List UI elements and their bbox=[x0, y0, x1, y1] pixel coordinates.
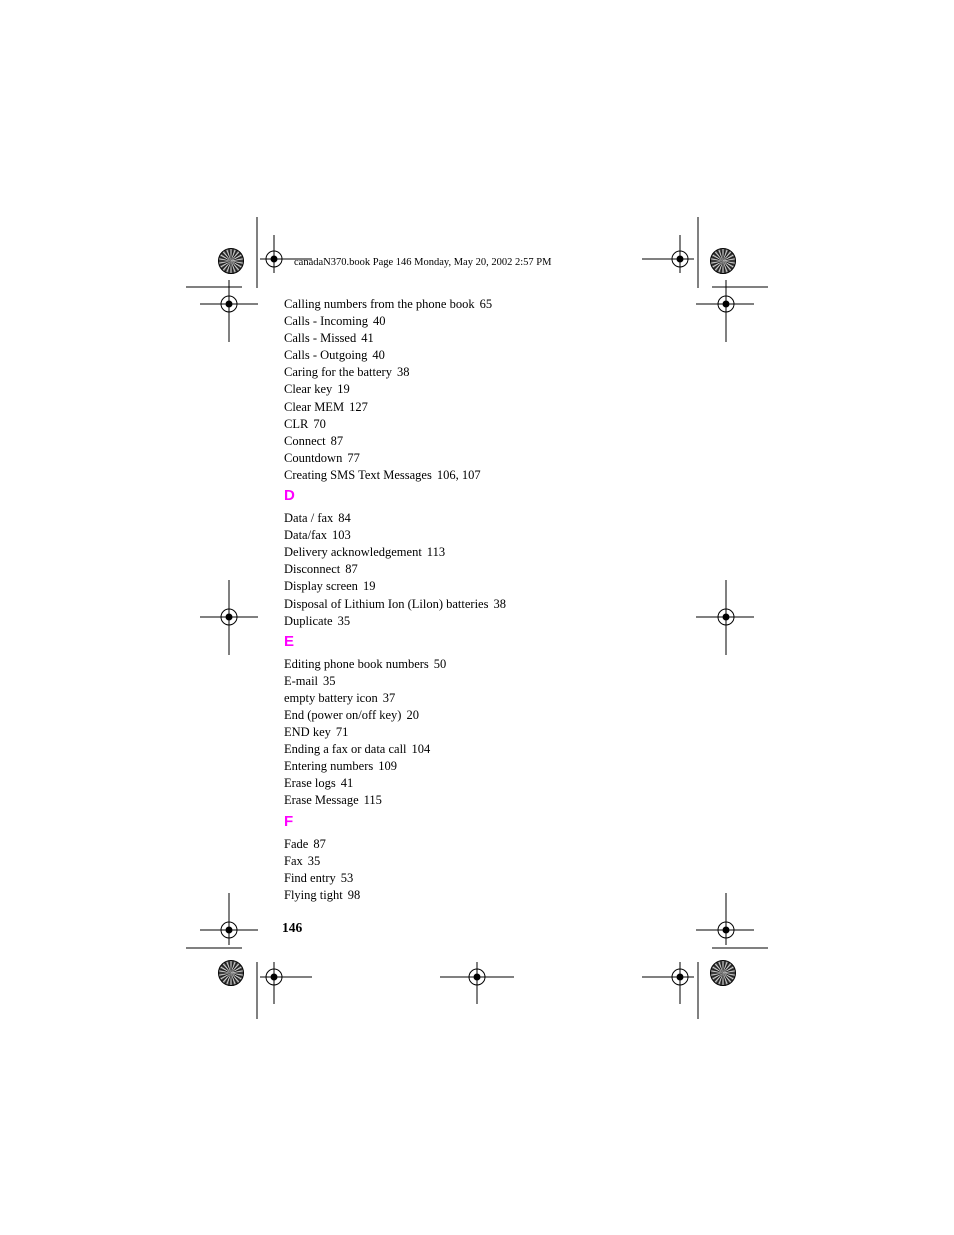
index-page-ref: 71 bbox=[335, 725, 349, 740]
index-term: Connect bbox=[284, 433, 326, 448]
index-term: Calls - Incoming bbox=[284, 314, 369, 329]
index-term: Ending a fax or data call bbox=[284, 742, 407, 757]
index-term: Find entry bbox=[284, 870, 336, 885]
index-entry bbox=[284, 450, 704, 467]
index-term: END key bbox=[284, 725, 331, 740]
index-entry bbox=[284, 887, 704, 904]
index-entry bbox=[284, 836, 704, 853]
index-term: Clear MEM bbox=[284, 399, 345, 414]
index-list bbox=[284, 296, 704, 904]
index-entry bbox=[284, 853, 704, 870]
index-entry bbox=[284, 758, 704, 775]
index-page-ref: 106, 107 bbox=[436, 467, 481, 482]
index-page-ref: 65 bbox=[479, 297, 493, 311]
index-entry bbox=[284, 416, 704, 433]
index-page-ref: 38 bbox=[396, 365, 410, 380]
index-term: Editing phone book numbers bbox=[284, 656, 429, 671]
index-page-ref: 35 bbox=[307, 853, 321, 868]
index-entry bbox=[284, 399, 704, 416]
index-page-ref: 20 bbox=[406, 707, 419, 722]
index-entry bbox=[284, 707, 704, 724]
color-bar-starburst-icon bbox=[219, 961, 244, 986]
index-page-ref: 38 bbox=[493, 596, 506, 611]
index-term: Duplicate bbox=[284, 613, 333, 628]
color-bar-starburst-icon bbox=[711, 961, 736, 986]
index-term: Disconnect bbox=[284, 562, 341, 577]
print-slug-header: canadaN370.book Page 146 Monday, May 20, 2002 2:57 PM bbox=[294, 257, 552, 268]
index-entry bbox=[284, 690, 704, 707]
index-page-ref: 103 bbox=[332, 528, 351, 543]
index-page-ref: 41 bbox=[361, 331, 374, 346]
index-term: Delivery acknowledgement bbox=[284, 545, 422, 560]
index-entry bbox=[284, 296, 704, 313]
index-term: Caring for the battery bbox=[284, 365, 392, 380]
index-term: Calling numbers from the phone book bbox=[284, 297, 475, 311]
index-term: CLR bbox=[284, 416, 309, 431]
index-term: Display screen bbox=[284, 579, 358, 594]
index-entry bbox=[284, 741, 704, 758]
index-page-ref: 104 bbox=[411, 742, 431, 757]
index-letter-heading: F bbox=[284, 812, 294, 830]
index-entry bbox=[284, 330, 704, 347]
index-entry bbox=[284, 870, 704, 887]
index-term: Entering numbers bbox=[284, 759, 374, 774]
index-entry bbox=[284, 364, 704, 381]
index-entry bbox=[284, 578, 704, 595]
index-term: Erase Message bbox=[284, 793, 359, 808]
index-entry bbox=[284, 433, 704, 450]
index-page-ref: 19 bbox=[337, 382, 350, 397]
index-term: End (power on/off key) bbox=[284, 707, 402, 722]
index-page-ref: 40 bbox=[372, 348, 385, 363]
index-term: Creating SMS Text Messages bbox=[284, 467, 432, 482]
index-term: Calls - Outgoing bbox=[284, 348, 368, 363]
index-term: Fax bbox=[284, 853, 303, 868]
index-page-ref: 35 bbox=[337, 613, 351, 628]
color-bar-starburst-icon bbox=[711, 249, 736, 274]
index-entry bbox=[284, 467, 704, 484]
index-letter-heading: E bbox=[284, 632, 295, 650]
index-page-ref: 98 bbox=[347, 887, 361, 902]
index-page-ref: 87 bbox=[330, 433, 344, 448]
index-entry bbox=[284, 775, 704, 792]
index-letter-heading: D bbox=[284, 487, 295, 505]
index-term: Data/fax bbox=[284, 528, 328, 543]
index-entry bbox=[284, 347, 704, 364]
index-page-ref: 127 bbox=[349, 399, 368, 414]
index-page-ref: 77 bbox=[347, 450, 360, 465]
index-page-ref: 50 bbox=[433, 656, 447, 671]
index-page-ref: 70 bbox=[313, 416, 326, 431]
index-page-ref: 113 bbox=[426, 545, 446, 560]
index-page-ref: 109 bbox=[378, 759, 397, 774]
index-page-ref: 41 bbox=[340, 776, 354, 791]
index-entry bbox=[284, 673, 704, 690]
index-page-ref: 35 bbox=[323, 673, 336, 688]
index-page-ref: 37 bbox=[382, 690, 396, 705]
index-entry bbox=[284, 596, 704, 613]
index-term: Calls - Missed bbox=[284, 331, 357, 346]
index-term: Fade bbox=[284, 836, 309, 851]
index-page-ref: 87 bbox=[313, 836, 326, 851]
index-term: Disposal of Lithium Ion (Lilon) batteries bbox=[284, 596, 489, 611]
index-entry bbox=[284, 313, 704, 330]
index-term: Clear key bbox=[284, 382, 333, 397]
index-term: empty battery icon bbox=[284, 690, 378, 705]
index-entry bbox=[284, 527, 704, 544]
index-page-ref: 40 bbox=[373, 314, 386, 329]
color-bar-starburst-icon bbox=[219, 249, 244, 274]
page-number: 146 bbox=[282, 920, 303, 935]
index-page-ref: 19 bbox=[362, 579, 376, 594]
index-page-ref: 87 bbox=[345, 562, 358, 577]
index-entry bbox=[284, 544, 704, 561]
index-entry bbox=[284, 561, 704, 578]
index-entry bbox=[284, 381, 704, 398]
index-term: Flying tight bbox=[284, 887, 343, 902]
index-term: Data / fax bbox=[284, 511, 334, 526]
index-term: Erase logs bbox=[284, 776, 336, 791]
index-entry bbox=[284, 792, 704, 809]
index-page-ref: 53 bbox=[340, 870, 354, 885]
index-entry bbox=[284, 724, 704, 741]
index-entry bbox=[284, 613, 704, 630]
index-page-ref: 84 bbox=[338, 511, 351, 526]
index-term: Countdown bbox=[284, 450, 343, 465]
index-entry bbox=[284, 656, 704, 673]
index-entry bbox=[284, 510, 704, 527]
index-page-ref: 115 bbox=[363, 793, 382, 808]
index-term: E-mail bbox=[284, 673, 319, 688]
